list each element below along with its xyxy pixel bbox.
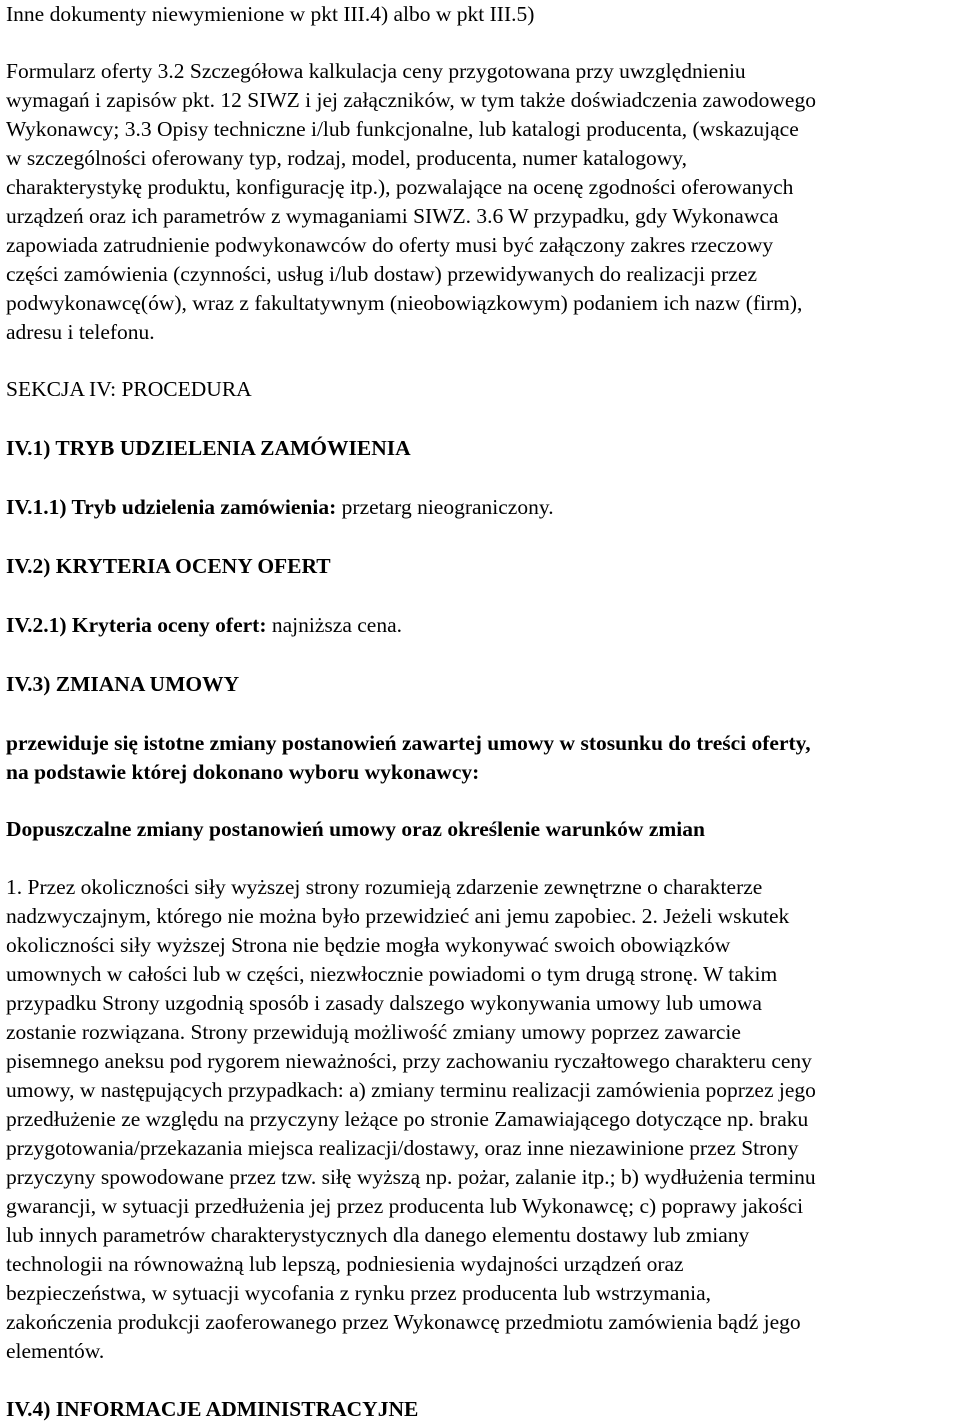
paragraph-line: lub innych parametrów charakterystycznych dla danego elementu dostawy lub zmiany [6,1223,750,1247]
paragraph-line: pisemnego aneksu pod rygorem nieważności, przy zachowaniu ryczałtowego charakteru ceny [6,1049,812,1073]
paragraph-line: umownych w całości lub w części, niezwłocznie powiadomi o tym drugą stronę. W takim [6,962,778,986]
iv21-label: IV.2.1) Kryteria oceny ofert: [6,613,267,637]
bold-line: przewiduje się istotne zmiany postanowień zawartej umowy w stosunku do treści oferty, [6,731,811,755]
paragraph-line: w szczególności oferowany typ, rodzaj, model, producenta, numer katalogowy, [6,146,688,170]
paragraph-line: technologii na równoważną lub lepszą, podniesienia wydajności urządzeń oraz [6,1252,684,1276]
iv11-value: przetarg nieograniczony. [336,495,554,519]
paragraph-line: przypadku Strony uzgodnią sposób i zasady dalszego wykonywania umowy lub umowa [6,991,762,1015]
paragraph-line: zakończenia produkcji zaoferowanego przez Wykonawcę przedmiotu zamówienia bądź jego [6,1310,801,1334]
iv3-subheading: Dopuszczalne zmiany postanowień umowy oraz określenie warunków zmian [6,817,705,841]
paragraph-line: zapowiada zatrudnienie podwykonawców do oferty musi być załączony zakres rzeczowy [6,233,774,257]
iv3-heading: IV.3) ZMIANA UMOWY [6,672,240,696]
iv11-row [6,493,954,522]
paragraph-line: przygotowania/przekazania miejsca realizacji/dostawy, oraz inne niezawinione przez Strony [6,1136,799,1160]
paragraph-line: Formularz oferty 3.2 Szczegółowa kalkulacja ceny przygotowana przy uwzględnieniu [6,59,746,83]
other-documents-line: Inne dokumenty niewymienione w pkt III.4) albo w pkt III.5) [6,2,535,26]
paragraph-line: podwykonawcę(ów), wraz z fakultatywnym (nieobowiązkowym) podaniem ich nazw (firm), [6,291,803,315]
paragraph-line: 1. Przez okoliczności siły wyższej strony rozumieją zdarzenie zewnętrzne o charakterze [6,875,763,899]
iv2-heading: IV.2) KRYTERIA OCENY OFERT [6,554,331,578]
paragraph-line: charakterystykę produktu, konfigurację itp.), pozwalające na ocenę zgodności oferowanych [6,175,794,199]
paragraph-line: zostanie rozwiązana. Strony przewidują możliwość zmiany umowy poprzez zawarcie [6,1020,741,1044]
paragraph-line: wymagań i zapisów pkt. 12 SIWZ i jej załączników, w tym także doświadczenia zawodowego [6,88,816,112]
paragraph-line: nadzwyczajnym, którego nie można było przewidzieć ani jemu zapobiec. 2. Jeżeli wskutek [6,904,790,928]
iv4-heading: IV.4) INFORMACJE ADMINISTRACYJNE [6,1397,419,1421]
paragraph-line: adresu i telefonu. [6,320,155,344]
paragraph-line: umowy, w następujących przypadkach: a) zmiany terminu realizacji zamówienia poprzez jego [6,1078,816,1102]
paragraph-line: przedłużenie ze względu na przyczyny leżące po stronie Zamawiającego dotyczące np. braku [6,1107,809,1131]
paragraph-line: części zamówienia (czynności, usług i/lub dostaw) przewidywanych do realizacji przez [6,262,757,286]
iv11-label: IV.1.1) Tryb udzielenia zamówienia: [6,495,337,519]
paragraph-line: elementów. [6,1339,105,1363]
iv21-value: najniższa cena. [266,613,402,637]
paragraph-line: okoliczności siły wyższej Strona nie będzie mogła wykonywać swoich obowiązków [6,933,731,957]
iv1-heading: IV.1) TRYB UDZIELENIA ZAMÓWIENIA [6,436,411,460]
iv21-row [6,611,954,640]
paragraph-line: przyczyny spowodowane przez tzw. siłę wyższą np. pożar, zalanie itp.; b) wydłużenia terminu [6,1165,816,1189]
paragraph-line: urządzeń oraz ich parametrów z wymaganiami SIWZ. 3.6 W przypadku, gdy Wykonawca [6,204,779,228]
bold-line: na podstawie której dokonano wyboru wykonawcy: [6,760,480,784]
paragraph-line: Wykonawcy; 3.3 Opisy techniczne i/lub funkcjonalne, lub katalogi producenta, (wskazujące [6,117,799,141]
paragraph-line: gwarancji, w sytuacji przedłużenia jej przez producenta lub Wykonawcę; c) poprawy jakości [6,1194,804,1218]
section-heading: SEKCJA IV: PROCEDURA [6,377,252,401]
paragraph-line: bezpieczeństwa, w sytuacji wycofania z rynku przez producenta lub wstrzymania, [6,1281,712,1305]
